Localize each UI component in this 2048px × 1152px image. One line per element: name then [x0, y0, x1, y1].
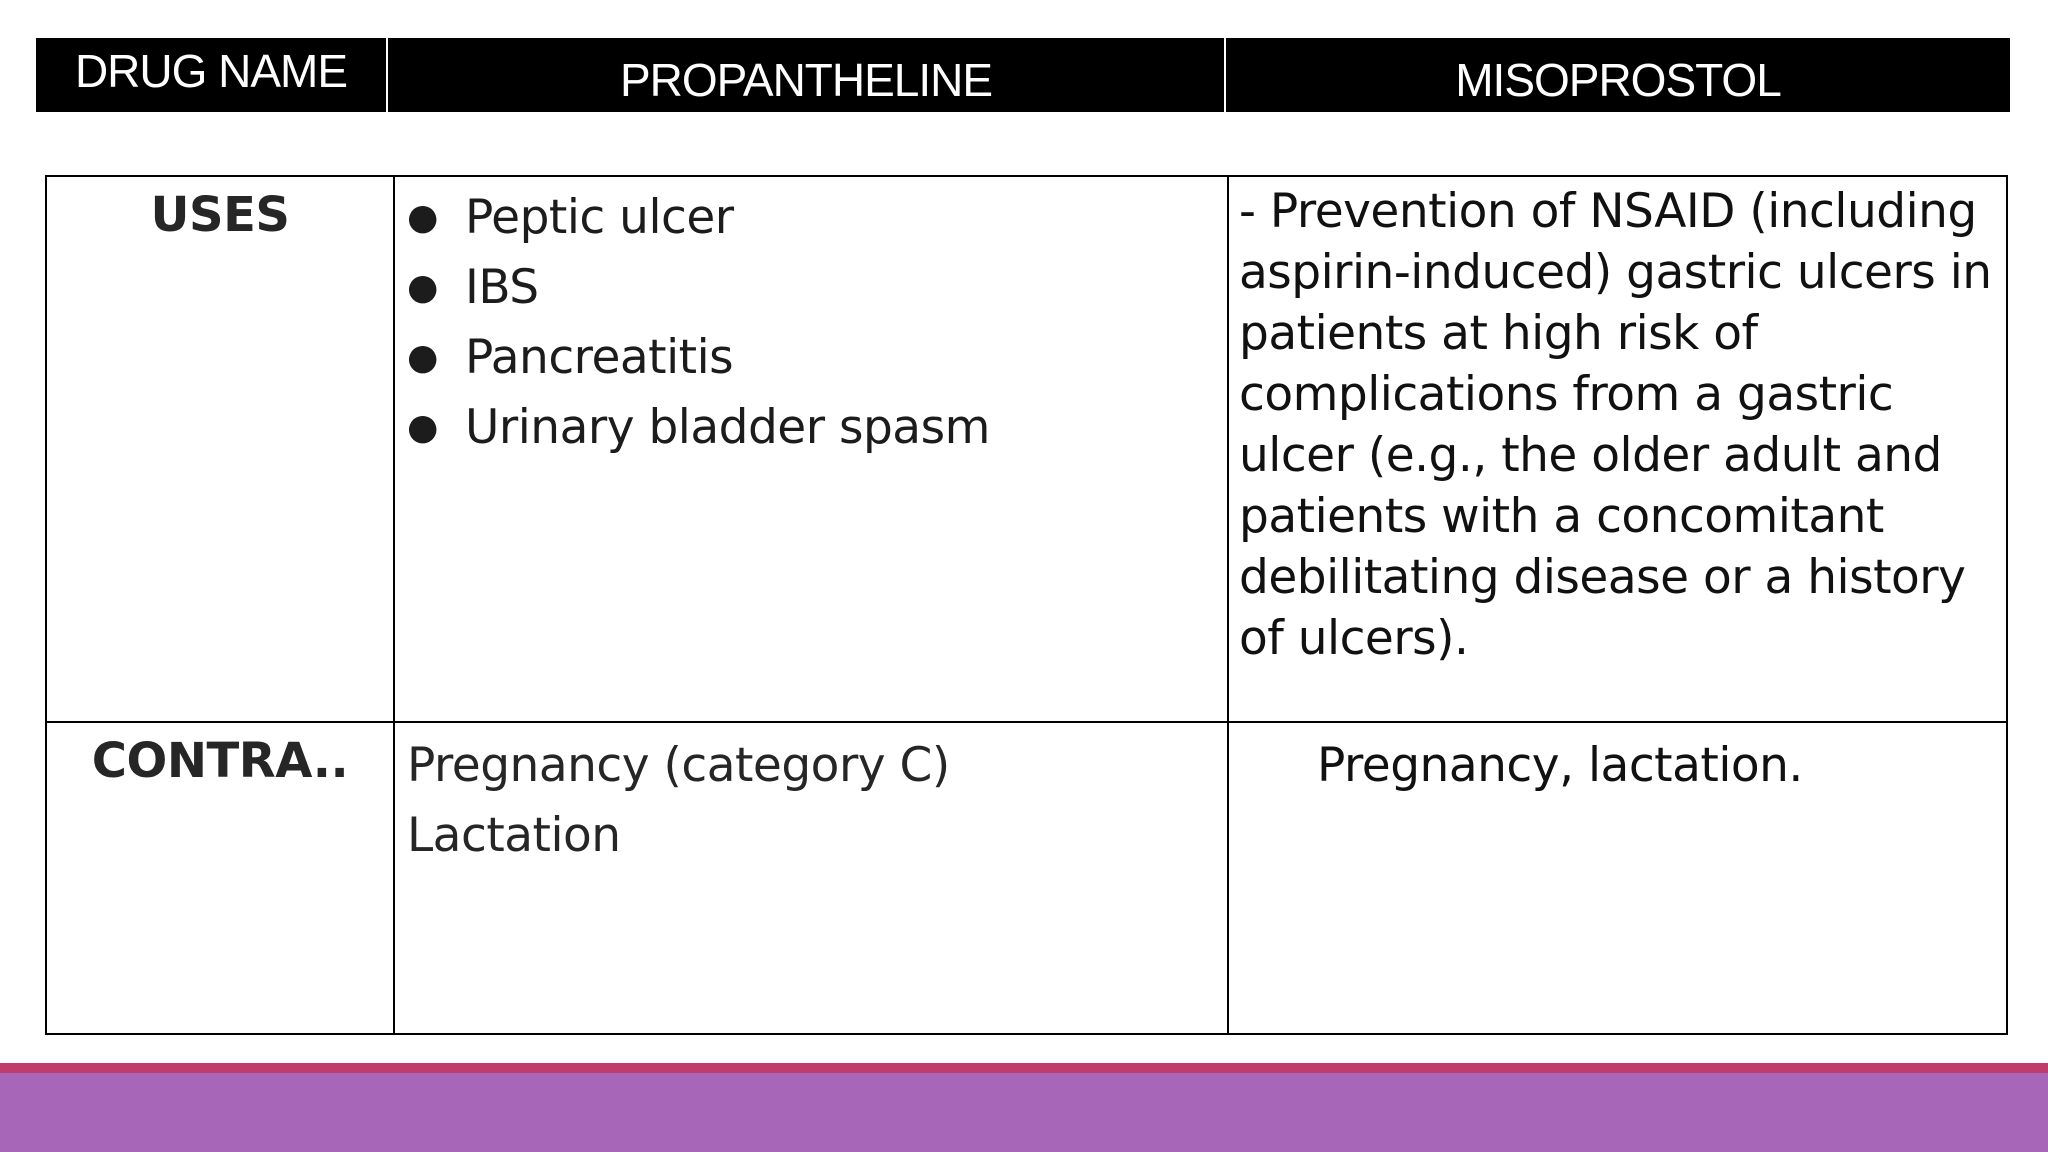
bullet-icon: ●	[407, 407, 438, 448]
list-item: ● Pancreatitis	[407, 323, 1227, 393]
bullet-icon: ●	[407, 197, 438, 238]
header-drug2-cell: MISOPROSTOL	[1225, 37, 2011, 113]
header-label-cell: DRUG NAME	[35, 37, 387, 113]
uses-row	[46, 176, 2007, 722]
footer-band	[0, 1073, 2048, 1152]
contra-label: CONTRA..	[46, 722, 394, 1034]
drug-comparison-table	[45, 175, 2008, 1035]
uses-drug1-list	[395, 177, 1227, 463]
contra-drug1-lines	[395, 723, 1227, 871]
list-item: ● IBS	[407, 253, 1227, 323]
contra-row	[46, 722, 2007, 1034]
header-row	[35, 37, 2011, 113]
header-table	[34, 36, 2012, 114]
contra-drug2-text: Pregnancy, lactation.	[1317, 738, 1803, 793]
bullet-icon: ●	[407, 337, 438, 378]
uses-drug1-cell	[394, 176, 1228, 722]
list-item: ● Urinary bladder spasm	[407, 393, 1227, 463]
contra-drug1-line: Lactation	[407, 808, 621, 863]
header-drug1-cell: PROPANTHELINE	[387, 37, 1225, 113]
contra-drug2-cell	[1228, 722, 2007, 1034]
footer-accent-line	[0, 1063, 2048, 1073]
contra-drug1-line: Pregnancy (category C)	[407, 738, 950, 793]
list-item: ● Peptic ulcer	[407, 183, 1227, 253]
uses-drug2-text: - Prevention of NSAID (including aspirin-induced) gastric ulcers in patients at high risk of complications from a gastric ulcer (e.g., the older adult and patients with a concomitant debilitating disease or a history of ulcers).	[1239, 184, 1992, 666]
contra-drug1-cell	[394, 722, 1228, 1034]
uses-drug2-cell	[1228, 176, 2007, 722]
bullet-icon: ●	[407, 267, 438, 308]
uses-label: USES	[46, 176, 394, 722]
